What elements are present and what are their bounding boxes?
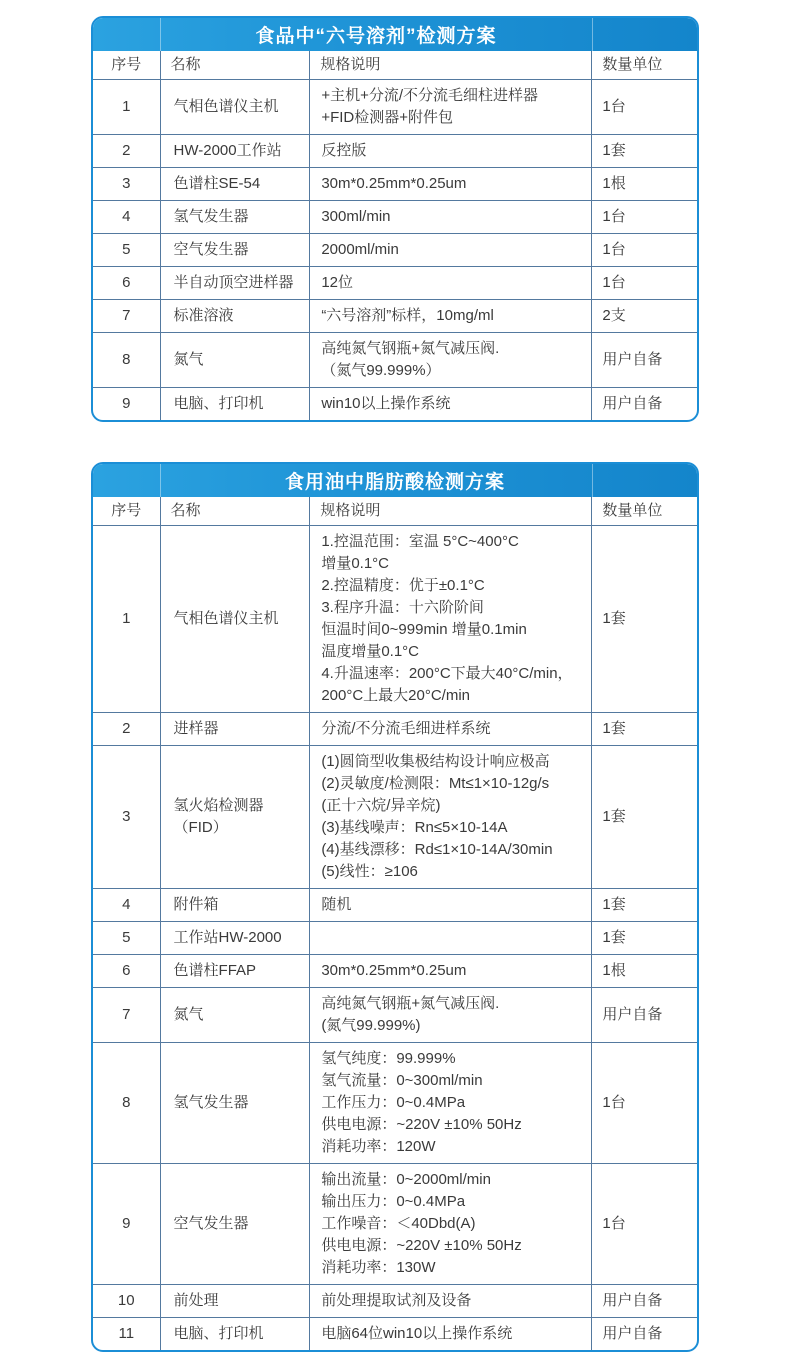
- row-number-cell: 4: [93, 889, 160, 922]
- row-number-cell: 9: [93, 1164, 160, 1285]
- table-row: [93, 526, 697, 713]
- spec-table: [93, 51, 697, 420]
- item-qty-cell: 1套: [592, 746, 697, 889]
- spec-line: 随机: [321, 896, 352, 913]
- row-number-cell: 5: [93, 234, 160, 267]
- item-qty-cell: 1根: [592, 955, 697, 988]
- item-name-cell: 氮气: [160, 333, 310, 388]
- item-name-cell: 气相色谱仪主机: [160, 526, 310, 713]
- spec-line: 工作噪音：＜40Dbd(A): [321, 1215, 476, 1232]
- spec-line: 前处理提取试剂及设备: [321, 1292, 472, 1309]
- row-number-cell: 2: [93, 713, 160, 746]
- row-number-cell: 1: [93, 80, 160, 135]
- spec-line: 温度增量0.1°C: [321, 643, 419, 660]
- item-qty-cell: 用户自备: [592, 988, 697, 1043]
- fatty-acid-scheme-table: [91, 462, 699, 1352]
- spec-line: +主机+分流/不分流毛细柱进样器: [321, 87, 539, 104]
- item-spec-cell: [310, 1318, 592, 1351]
- spec-line: 2.控温精度：优于±0.1°C: [321, 577, 485, 594]
- table-row: [93, 1164, 697, 1285]
- spec-line: 电脑64位win10以上操作系统: [321, 1325, 513, 1342]
- spec-line: 30m*0.25mm*0.25um: [321, 962, 467, 979]
- row-number-cell: 7: [93, 300, 160, 333]
- item-spec-cell: [310, 267, 592, 300]
- row-number-cell: 2: [93, 135, 160, 168]
- row-number-cell: 1: [93, 526, 160, 713]
- item-spec-cell: [310, 201, 592, 234]
- row-number-cell: 9: [93, 388, 160, 421]
- item-name-cell: 氢气发生器: [160, 201, 310, 234]
- spec-line: win10以上操作系统: [321, 395, 451, 412]
- item-spec-cell: [310, 1164, 592, 1285]
- spec-line: (1)圆筒型收集极结构设计响应极高: [321, 753, 550, 770]
- table-row: [93, 1318, 697, 1351]
- item-qty-cell: 1台: [592, 1164, 697, 1285]
- item-spec-cell: [310, 889, 592, 922]
- item-qty-cell: 用户自备: [592, 333, 697, 388]
- spec-line: 恒温时间0~999min 增量0.1min: [321, 621, 527, 638]
- item-spec-cell: [310, 1285, 592, 1318]
- table-row: [93, 988, 697, 1043]
- row-number-cell: 7: [93, 988, 160, 1043]
- item-qty-cell: 1台: [592, 1043, 697, 1164]
- spec-line: 2000ml/min: [321, 241, 399, 258]
- item-qty-cell: 1套: [592, 526, 697, 713]
- table-title: 食用油中脂肪酸检测方案: [284, 472, 505, 493]
- item-name-cell: 空气发生器: [160, 234, 310, 267]
- spec-line: 30m*0.25mm*0.25um: [321, 175, 467, 192]
- header-row: [93, 51, 697, 80]
- header-row: [93, 497, 697, 526]
- item-spec-cell: [310, 80, 592, 135]
- spec-line: (5)线性：≥106: [321, 863, 418, 880]
- table-row: [93, 955, 697, 988]
- row-number-cell: 3: [93, 746, 160, 889]
- item-spec-cell: [310, 388, 592, 421]
- table-row: [93, 201, 697, 234]
- item-spec-cell: [310, 333, 592, 388]
- solvent-scheme-table: [91, 16, 699, 422]
- spec-line: (4)基线漂移：Rd≤1×10-14A/30min: [321, 841, 553, 858]
- item-spec-cell: [310, 1043, 592, 1164]
- item-qty-cell: 1台: [592, 201, 697, 234]
- row-number-cell: 6: [93, 955, 160, 988]
- spec-line: 工作压力：0~0.4MPa: [321, 1094, 466, 1111]
- spec-line: +FID检测器+附件包: [321, 109, 453, 126]
- item-spec-cell: [310, 135, 592, 168]
- item-name-cell: 电脑、打印机: [160, 1318, 310, 1351]
- row-number-cell: 8: [93, 333, 160, 388]
- table-row: [93, 333, 697, 388]
- table-row: [93, 80, 697, 135]
- item-name-cell: 氮气: [160, 988, 310, 1043]
- row-number-cell: 5: [93, 922, 160, 955]
- item-name-cell: 氢火焰检测器（FID）: [160, 746, 310, 889]
- table-row: [93, 135, 697, 168]
- title-band-divider: [592, 18, 593, 51]
- table-row: [93, 267, 697, 300]
- row-number-cell: 10: [93, 1285, 160, 1318]
- item-qty-cell: 1台: [592, 234, 697, 267]
- col-header-name: 名称: [160, 51, 310, 80]
- table-row: [93, 713, 697, 746]
- item-name-cell: HW-2000工作站: [160, 135, 310, 168]
- col-header-spec: 规格说明: [310, 51, 592, 80]
- title-band-divider: [160, 18, 161, 51]
- table-row: [93, 388, 697, 421]
- col-header-qty: 数量单位: [592, 497, 697, 526]
- item-name-cell: 半自动顶空进样器: [160, 267, 310, 300]
- item-name-cell: 色谱柱FFAP: [160, 955, 310, 988]
- item-spec-cell: [310, 988, 592, 1043]
- item-qty-cell: 用户自备: [592, 1318, 697, 1351]
- spec-line: 供电电源：~220V ±10% 50Hz: [321, 1116, 522, 1133]
- spec-line: “六号溶剂”标样，10mg/ml: [321, 307, 494, 324]
- item-name-cell: 前处理: [160, 1285, 310, 1318]
- item-qty-cell: 1套: [592, 713, 697, 746]
- table-body: [93, 526, 697, 1351]
- item-name-cell: 标准溶液: [160, 300, 310, 333]
- row-number-cell: 3: [93, 168, 160, 201]
- spec-line: 1.控温范围：室温 5°C~400°C: [321, 533, 519, 550]
- row-number-cell: 6: [93, 267, 160, 300]
- table-head: [93, 51, 697, 80]
- table-row: [93, 922, 697, 955]
- spec-line: 反控版: [321, 142, 367, 159]
- item-spec-cell: [310, 922, 592, 955]
- spec-line: 供电电源：~220V ±10% 50Hz: [321, 1237, 522, 1254]
- spec-line: 输出流量：0~2000ml/min: [321, 1171, 491, 1188]
- spec-line: 12位: [321, 274, 353, 291]
- item-spec-cell: [310, 746, 592, 889]
- item-name-cell: 附件箱: [160, 889, 310, 922]
- table-row: [93, 746, 697, 889]
- row-number-cell: 11: [93, 1318, 160, 1351]
- row-number-cell: 4: [93, 201, 160, 234]
- col-header-name: 名称: [160, 497, 310, 526]
- item-name-cell: 空气发生器: [160, 1164, 310, 1285]
- table-body: [93, 80, 697, 421]
- spec-line: 3.程序升温：十六阶阶间: [321, 599, 484, 616]
- item-spec-cell: [310, 168, 592, 201]
- item-spec-cell: [310, 955, 592, 988]
- item-spec-cell: [310, 234, 592, 267]
- spec-line: 300ml/min: [321, 208, 391, 225]
- spec-line: 氢气纯度：99.999%: [321, 1050, 456, 1067]
- table-row: [93, 168, 697, 201]
- spec-line: 200°C上最大20°C/min: [321, 687, 471, 704]
- spec-line: 消耗功率：120W: [321, 1138, 436, 1155]
- spec-line: 消耗功率：130W: [321, 1259, 436, 1276]
- spec-line: (3)基线噪声：Rn≤5×10-14A: [321, 819, 508, 836]
- spec-line: 氢气流量：0~300ml/min: [321, 1072, 483, 1089]
- item-qty-cell: 1根: [592, 168, 697, 201]
- spec-line: 4.升温速率：200°C下最大40°C/min，: [321, 665, 573, 682]
- spec-line: (氮气99.999%): [321, 1017, 421, 1034]
- spec-line: 增量0.1°C: [321, 555, 389, 572]
- table-title-band: [93, 464, 697, 497]
- spec-line: 输出压力：0~0.4MPa: [321, 1193, 466, 1210]
- col-header-qty: 数量单位: [592, 51, 697, 80]
- col-header-no: 序号: [93, 51, 160, 80]
- row-number-cell: 8: [93, 1043, 160, 1164]
- table-head: [93, 497, 697, 526]
- item-qty-cell: 1套: [592, 889, 697, 922]
- spec-line: (2)灵敏度/检测限：Mt≤1×10-12g/s: [321, 775, 550, 792]
- item-qty-cell: 1台: [592, 267, 697, 300]
- item-spec-cell: [310, 300, 592, 333]
- col-header-no: 序号: [93, 497, 160, 526]
- table-row: [93, 234, 697, 267]
- item-name-cell: 工作站HW-2000: [160, 922, 310, 955]
- item-name-cell: 氢气发生器: [160, 1043, 310, 1164]
- table-row: [93, 1043, 697, 1164]
- spec-line: 高纯氮气钢瓶+氮气减压阀.: [321, 995, 500, 1012]
- spec-line: 高纯氮气钢瓶+氮气减压阀.: [321, 340, 500, 357]
- col-header-spec: 规格说明: [310, 497, 592, 526]
- table-row: [93, 300, 697, 333]
- table-title-band: [93, 18, 697, 51]
- item-spec-cell: [310, 526, 592, 713]
- item-name-cell: 气相色谱仪主机: [160, 80, 310, 135]
- table-row: [93, 1285, 697, 1318]
- spec-line: (正十六烷/异辛烷): [321, 797, 441, 814]
- item-qty-cell: 1台: [592, 80, 697, 135]
- item-name-cell: 电脑、打印机: [160, 388, 310, 421]
- item-name-cell: 进样器: [160, 713, 310, 746]
- item-name-cell: 色谱柱SE-54: [160, 168, 310, 201]
- spec-line: （氮气99.999%）: [321, 362, 441, 379]
- item-spec-cell: [310, 713, 592, 746]
- title-band-divider: [592, 464, 593, 497]
- item-qty-cell: 用户自备: [592, 388, 697, 421]
- spec-line: 分流/不分流毛细进样系统: [321, 720, 491, 737]
- table-row: [93, 889, 697, 922]
- title-band-divider: [160, 464, 161, 497]
- item-qty-cell: 1套: [592, 135, 697, 168]
- tables-host: [0, 16, 790, 1352]
- item-qty-cell: 2支: [592, 300, 697, 333]
- table-title: 食品中“六号溶剂”检测方案: [255, 26, 497, 47]
- spec-table: [93, 497, 697, 1350]
- item-qty-cell: 用户自备: [592, 1285, 697, 1318]
- item-qty-cell: 1套: [592, 922, 697, 955]
